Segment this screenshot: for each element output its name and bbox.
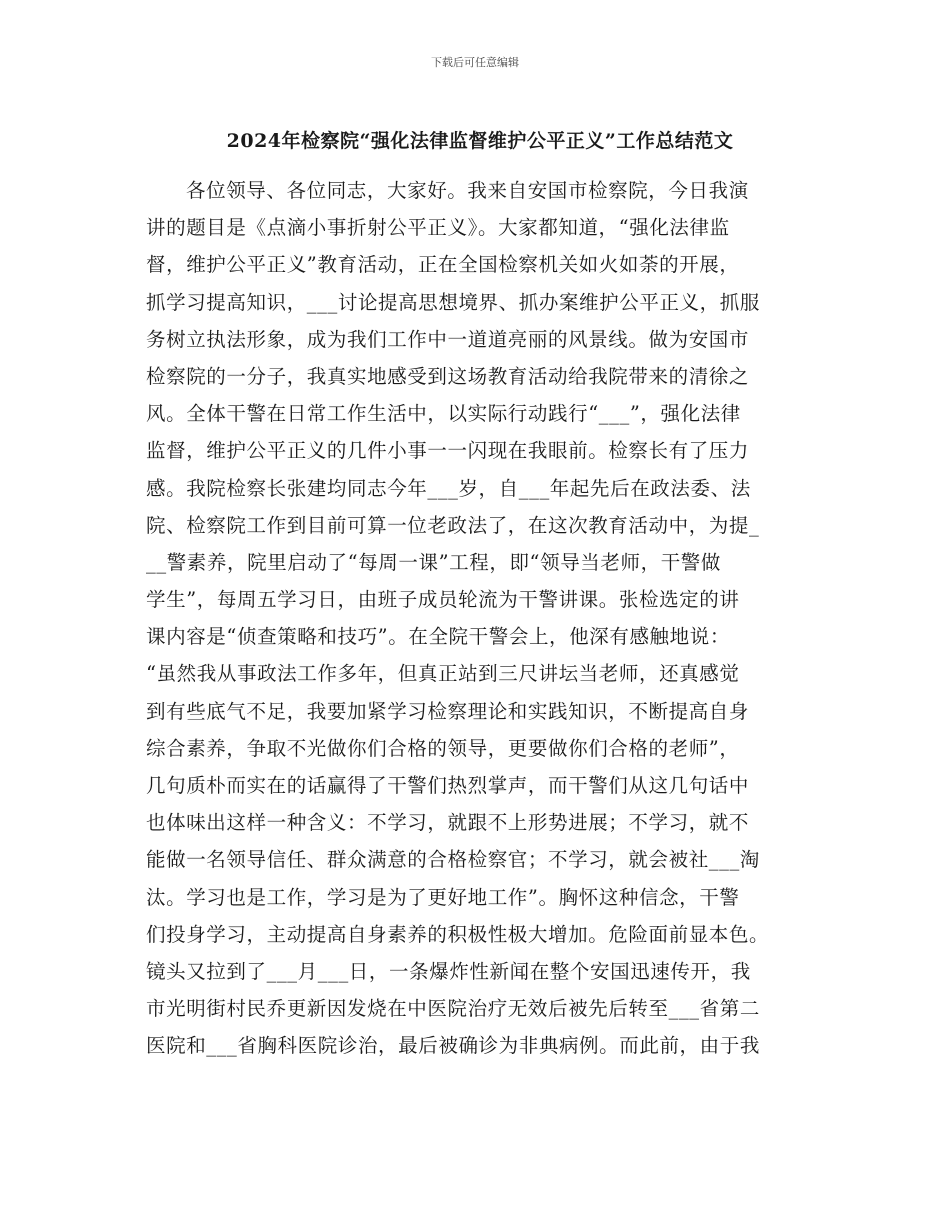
body-line: 各位领导、各位同志，大家好。我来自安国市检察院，今日我演 [186, 179, 749, 202]
body-line: 学生”，每周五学习日，由班子成员轮流为干警讲课。张检选定的讲 [146, 588, 740, 612]
body-line: 到有些底气不足，我要加紧学习检察理论和实践知识，不断提高自身 [146, 699, 750, 723]
body-line: 检察院的一分子，我真实地感受到这场教育活动给我院带来的清徐之 [146, 364, 750, 388]
body-line: 务树立执法形象，成为我们工作中一道道亮丽的风景线。做为安国市 [146, 327, 750, 351]
body-line: 抓学习提高知识，___讨论提高思想境界、抓办案维护公平正义，抓服 [146, 290, 760, 314]
page-header-note: 下载后可任意编辑 [431, 56, 519, 69]
body-line: 医院和___省胸科医院诊治，最后被确诊为非典病例。而此前，由于我 [146, 1034, 760, 1058]
body-line: 们投身学习，主动提高自身素养的积极性极大增加。危险面前显本色。 [146, 922, 770, 946]
body-line: 院、检察院工作到目前可算一位老政法了，在这次教育活动中，为提_ [146, 513, 760, 537]
body-line: 市光明街村民乔更新因发烧在中医院治疗无效后被先后转至___省第二 [146, 997, 760, 1021]
body-line: 也体味出这样一种含义：不学习，就跟不上形势进展；不学习，就不 [146, 811, 750, 835]
body-line: 讲的题目是《点滴小事折射公平正义》。大家都知道，“强化法律监 [146, 216, 730, 240]
body-line: 课内容是“侦查策略和技巧”。在全院干警会上，他深有感触地说： [146, 625, 730, 649]
body-line: 监督，维护公平正义的几件小事一一闪现在我眼前。检察长有了压力 [146, 439, 750, 463]
body-line: 感。我院检察长张建均同志今年___岁，自___年起先后在政法委、法 [146, 476, 751, 500]
document-title: 2024年检察院“强化法律监督维护公平正义”工作总结范文 [226, 130, 734, 152]
body-line: 风。全体干警在日常工作生活中，以实际行动践行“___”，强化法律 [146, 402, 741, 426]
body-line: 汰。学习也是工作，学习是为了更好地工作”。胸怀这种信念，干警 [146, 885, 740, 909]
body-line: 综合素养，争取不光做你们合格的领导，更要做你们合格的老师”， [146, 736, 740, 760]
body-line: “虽然我从事政法工作多年，但真正站到三尺讲坛当老师，还真感觉 [146, 662, 740, 686]
body-line: 督，维护公平正义”教育活动，正在全国检察机关如火如荼的开展， [146, 253, 740, 277]
document-body [146, 172, 836, 1065]
body-line: 能做一名领导信任、群众满意的合格检察官；不学习，就会被社___淘 [146, 848, 760, 872]
body-line: 几句质朴而实在的话赢得了干警们热烈掌声，而干警们从这几句话中 [146, 774, 750, 797]
body-line: 镜头又拉到了___月___日，一条爆炸性新闻在整个安国迅速传开，我 [146, 959, 751, 983]
body-line: __警素养，院里启动了“每周一课”工程，即“领导当老师，干警做 [146, 550, 722, 574]
